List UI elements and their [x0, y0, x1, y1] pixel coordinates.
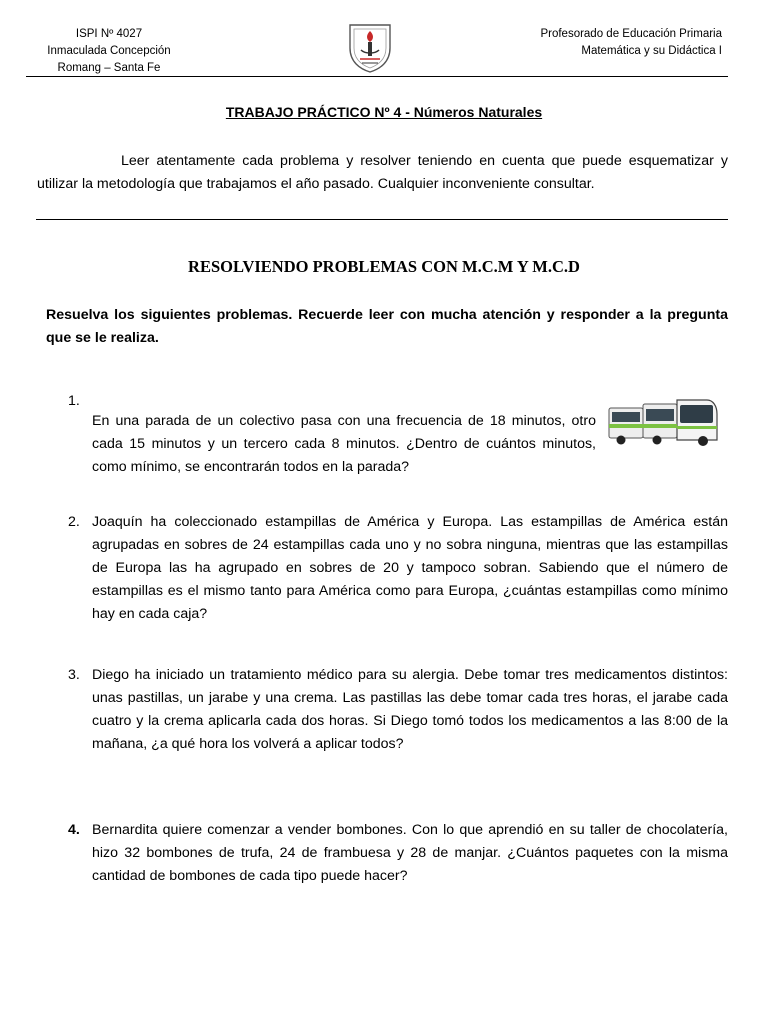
- bus-icon: [607, 394, 719, 454]
- problem-number: 3.: [68, 667, 80, 683]
- school-crest-icon: [347, 22, 393, 74]
- section-title: RESOLVIENDO PROBLEMAS CON M.C.M Y M.C.D: [188, 257, 580, 276]
- problem-number: 2.: [68, 514, 80, 530]
- header-divider: [26, 76, 728, 77]
- course-line: Matemática y su Didáctica I: [581, 45, 722, 57]
- intro-paragraph: Leer atentamente cada problema y resolver teniendo en cuenta que puede esquematizar y utilizar la metodología que trabajamos el año pasado. Cualquier inconveniente consultar.: [37, 153, 728, 192]
- institution-line: Romang – Santa Fe: [57, 62, 161, 74]
- problem-number: 1.: [68, 393, 80, 409]
- course-block: [462, 26, 722, 60]
- problem-text: Diego ha iniciado un tratamiento médico para su alergia. Debe tomar tres medicamentos distintos: unas pastillas, un jarabe y una crema. Las pastillas las debe tomar cada tres horas, el jarabe cada cuatro y la crema aplicarla cada dos horas. Si Diego tomó todos los medicamentos a las 8:00 de la mañana, ¿a qué hora los volverá a aplicar todos?: [92, 667, 728, 752]
- intro-divider: [36, 219, 728, 220]
- institution-line: Inmaculada Concepción: [47, 45, 171, 57]
- problem-text: Joaquín ha coleccionado estampillas de América y Europa. Las estampillas de América están agrupadas en sobres de 24 estampillas cada uno y no sobra ninguna, mientras que las estampillas de Europa las ha agrupado en sobres de 20 y tampoco sobran. Sabiendo que el número de estampillas es el mismo tanto para América como para Europa, ¿cuántas estampillas como mínimo hay en cada caja?: [92, 514, 728, 622]
- problem-number: 4.: [68, 822, 80, 838]
- institution-line: ISPI Nº 4027: [75, 28, 143, 40]
- problem-text: En una parada de un colectivo pasa con una frecuencia de 18 minutos, otro cada 15 minutos y un tercero cada 8 minutos. ¿Dentro de cuántos minutos, como mínimo, se encontrarán todos en la parada?: [92, 413, 596, 475]
- institution-block: [26, 26, 192, 77]
- assignment-title: TRABAJO PRÁCTICO Nº 4 - Números Naturales: [225, 104, 543, 120]
- course-line: Profesorado de Educación Primaria: [540, 28, 722, 40]
- problem-text: Bernardita quiere comenzar a vender bombones. Con lo que aprendió en su taller de chocolatería, hizo 32 bombones de trufa, 24 de frambuesa y 28 de manjar. ¿Cuántos paquetes con la misma cantidad de bombones de cada tipo puede hacer?: [92, 822, 728, 884]
- instructions: Resuelva los siguientes problemas. Recuerde leer con mucha atención y responder a la pregunta que se le realiza.: [46, 307, 728, 346]
